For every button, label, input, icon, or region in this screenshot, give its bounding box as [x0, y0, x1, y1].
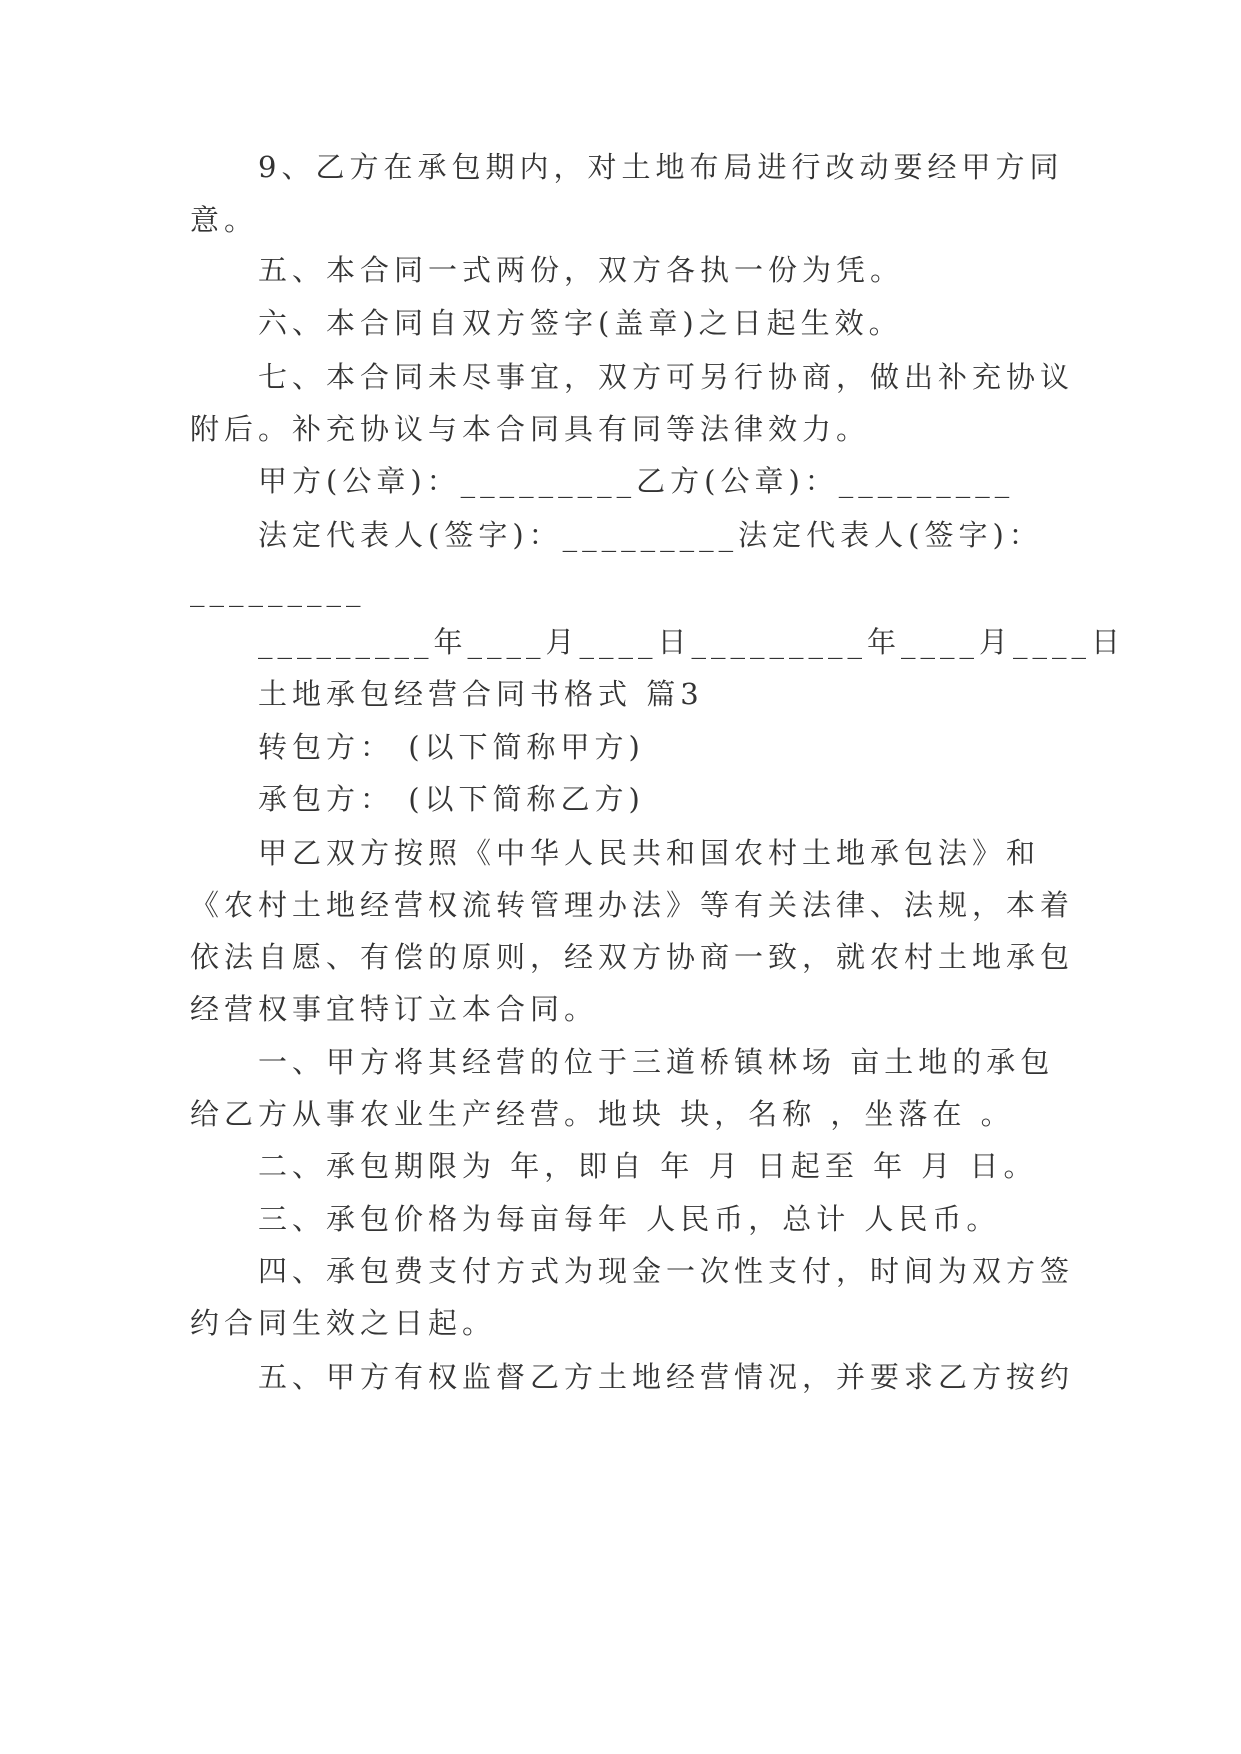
- paragraph-line: 意。: [190, 203, 259, 237]
- signature-line: 法定代表人(签字)：_________法定代表人(签字)：: [258, 518, 1043, 552]
- paragraph-line: 三、承包价格为每亩每年 人民币，总计 人民币。: [258, 1202, 1001, 1236]
- paragraph-line: 9、乙方在承包期内，对土地布局进行改动要经甲方同: [258, 150, 1064, 184]
- paragraph-line: 四、承包费支付方式为现金一次性支付，时间为双方签: [258, 1254, 1075, 1288]
- paragraph-line: 附后。补充协议与本合同具有同等法律效力。: [190, 412, 871, 446]
- paragraph-line: 六、本合同自双方签字(盖章)之日起生效。: [258, 306, 903, 340]
- paragraph-line: 约合同生效之日起。: [190, 1306, 497, 1340]
- paragraph-line: 经营权事宜特订立本合同。: [190, 992, 599, 1026]
- signature-blank: _________: [190, 573, 366, 607]
- date-line: _________年____月____日_________年____月____日: [258, 625, 1126, 659]
- paragraph-line: 一、甲方将其经营的位于三道桥镇林场 亩土地的承包: [258, 1045, 1055, 1079]
- paragraph-line: 七、本合同未尽事宜，双方可另行协商，做出补充协议: [258, 360, 1075, 394]
- paragraph-line: 五、本合同一式两份，双方各执一份为凭。: [258, 253, 905, 287]
- party-line: 转包方： (以下简称甲方): [258, 730, 645, 764]
- paragraph-line: 依法自愿、有偿的原则，经双方协商一致，就农村土地承包: [190, 940, 1075, 974]
- paragraph-line: 五、甲方有权监督乙方土地经营情况，并要求乙方按约: [258, 1360, 1075, 1394]
- paragraph-line: 二、承包期限为 年，即自 年 月 日起至 年 月 日。: [258, 1149, 1038, 1183]
- paragraph-line: 《农村土地经营权流转管理办法》等有关法律、法规，本着: [190, 888, 1075, 922]
- party-line: 承包方： (以下简称乙方): [258, 782, 645, 816]
- paragraph-line: 给乙方从事农业生产经营。地块 块，名称 ，坐落在 。: [190, 1097, 1015, 1131]
- signature-line: 甲方(公章)：_________乙方(公章)：_________: [258, 464, 1015, 498]
- paragraph-line: 甲乙双方按照《中华人民共和国农村土地承包法》和: [258, 836, 1041, 870]
- section-title: 土地承包经营合同书格式 篇3: [258, 677, 704, 711]
